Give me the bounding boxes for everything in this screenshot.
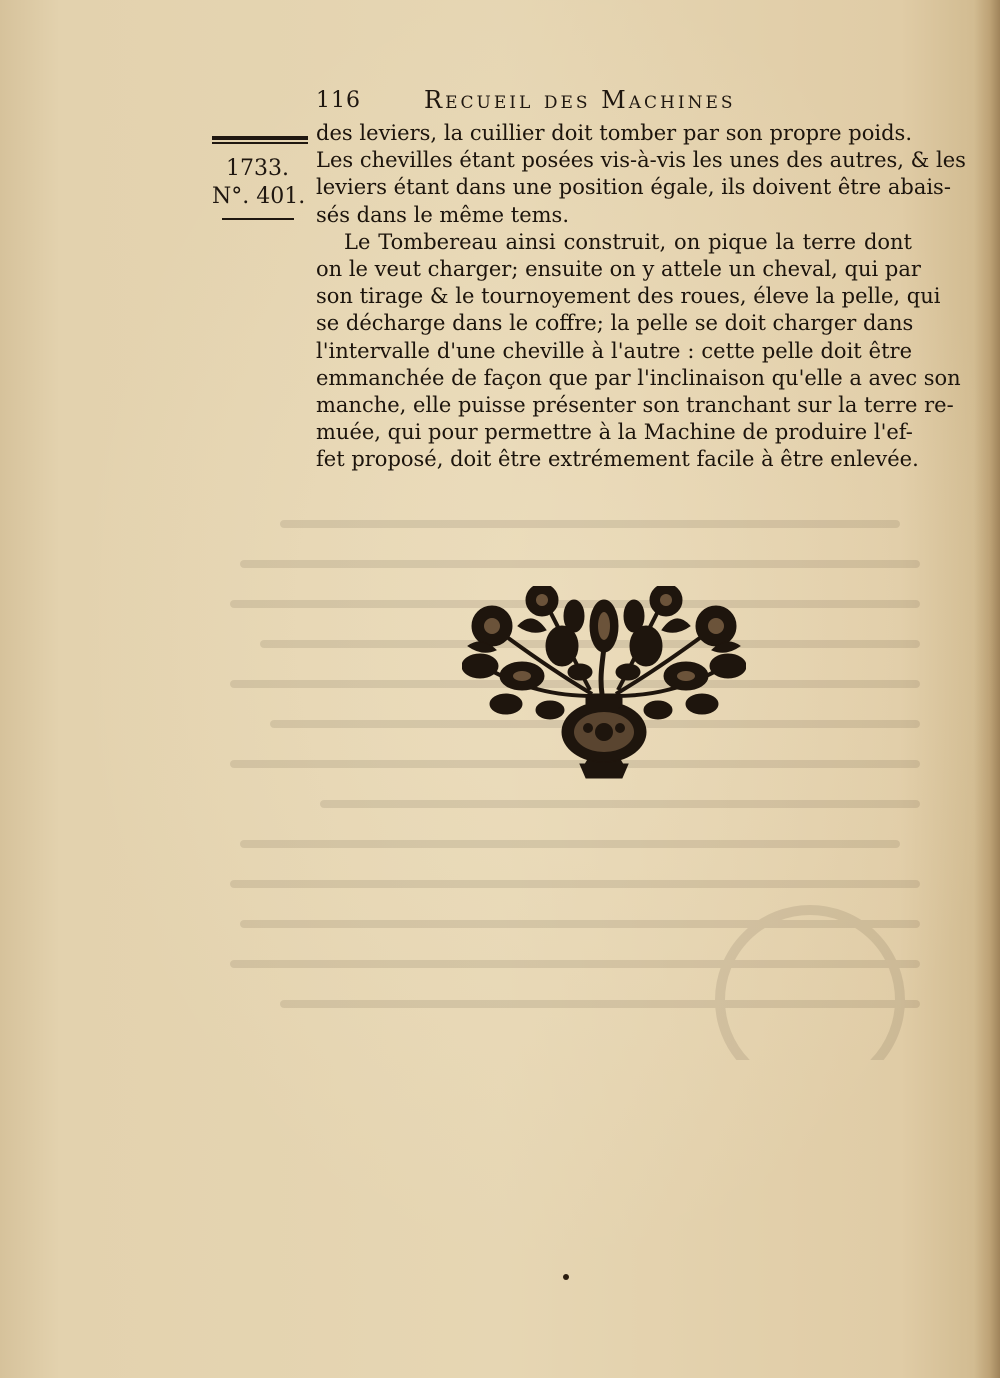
- text-line: on le veut charger; ensuite on y attele un cheval, qui par: [316, 256, 921, 281]
- margin-rule-top: [212, 136, 308, 144]
- margin-rule-bottom: [222, 218, 294, 220]
- text-line: l'intervalle d'une cheville à l'autre : cette pelle doit être: [316, 338, 912, 363]
- text-line: sés dans le même tems.: [316, 202, 570, 227]
- flower-vase-icon: [462, 586, 746, 786]
- page-number: 116: [316, 88, 361, 113]
- running-title: Recueil des Machines: [424, 86, 736, 114]
- text-line: Les chevilles étant posées vis-à-vis les unes des autres, & les: [316, 148, 966, 173]
- printer-dot: [563, 1274, 569, 1280]
- text-line: son tirage & le tournoyement des roues, éleve la pelle, qui: [316, 284, 941, 309]
- text-line: des leviers, la cuillier doit tomber par son propre poids.: [316, 121, 912, 145]
- margin-year: 1733.: [226, 156, 289, 181]
- text-line: muée, qui pour permettre à la Machine de produire l'ef-: [316, 420, 913, 445]
- body-text: [316, 120, 966, 473]
- text-line: manche, elle puisse présenter son tranchant sur la terre re-: [316, 392, 954, 417]
- text-line: Le Tombereau ainsi construit, on pique la terre dont: [344, 229, 912, 254]
- text-line: se décharge dans le coffre; la pelle se doit charger dans: [316, 311, 914, 336]
- margin-number: N°. 401.: [212, 184, 306, 209]
- text-line: fet proposé, doit être extrémement facile à être enlevée.: [316, 447, 919, 472]
- text-line: emmanchée de façon que par l'inclinaison qu'elle a avec son: [316, 365, 961, 390]
- page-edge-shadow: [974, 0, 1000, 1378]
- text-line: leviers étant dans une position égale, ils doivent être abais-: [316, 175, 951, 200]
